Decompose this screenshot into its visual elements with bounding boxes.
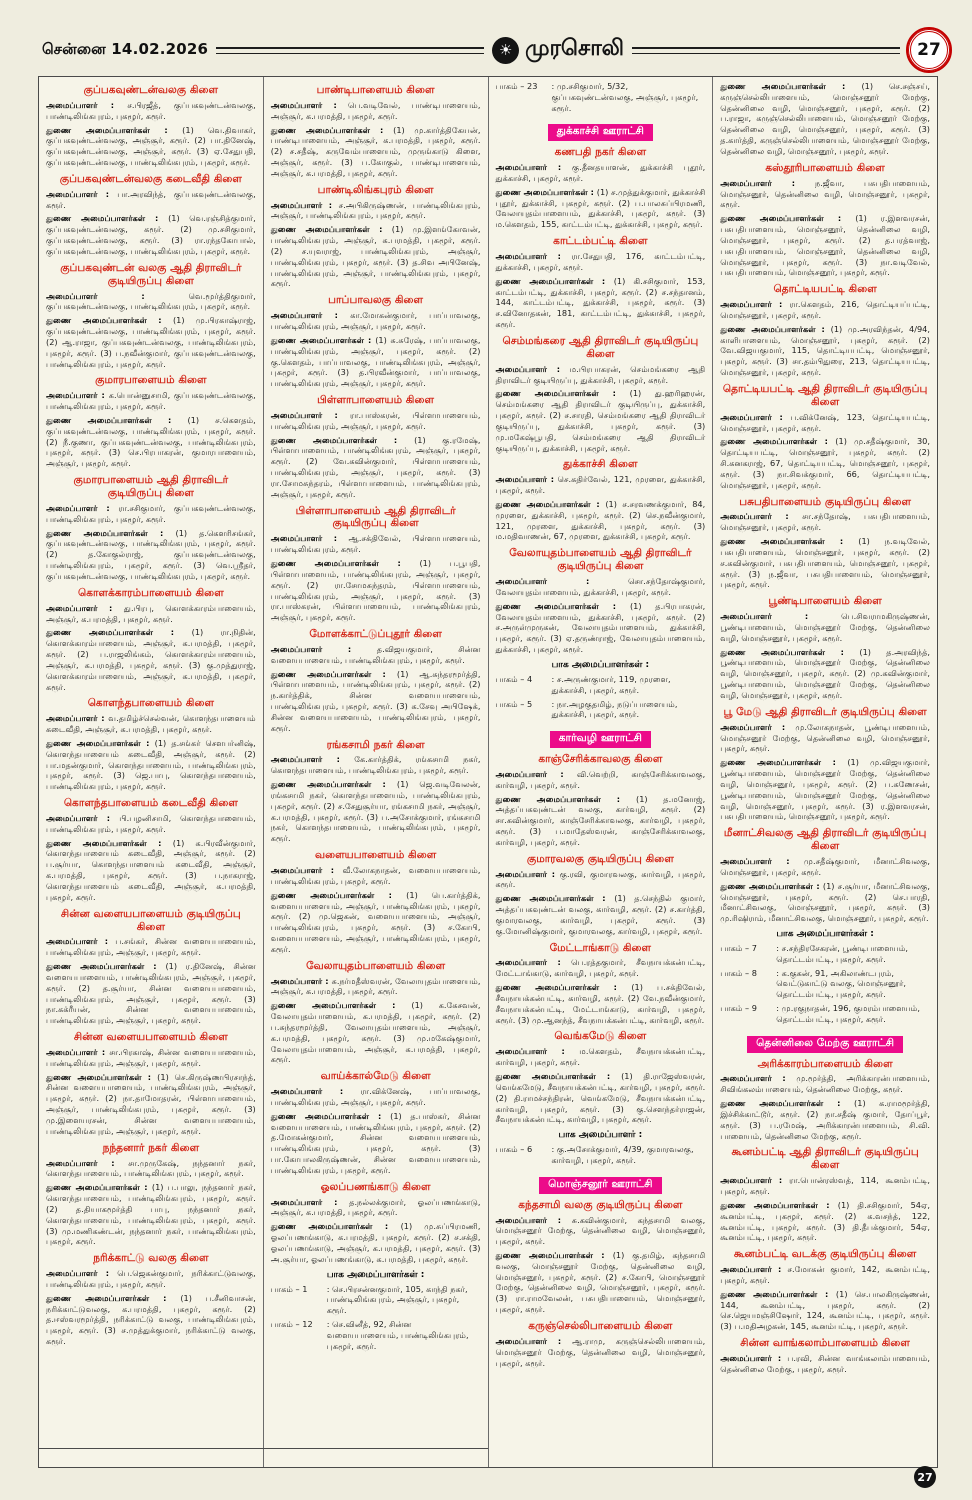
organiser-para: அமைப்பாளர் : ப.ரவி, சின்ன வாங்கலாம்பாளையம், தென்னிலை மேற்கு, புகழூர், கரூர். — [720, 1353, 930, 1374]
organiser-para: அமைப்பாளர் : பெ.ஜெகன்குமார், நரிக்காட்டுவலகு, பாண்டிலிங்கபுரம், புகழூர், கரூர். — [46, 1268, 256, 1289]
deputy-organisers-para: துணை அமைப்பாளர்கள் : (1) ந.வடிவேல், பசுபதிபாளையம், மொஞ்சனூர், புகழூர், கரூர். (2) ச.கவின்குமார், பசுபதிபாளையம், மொஞ்சனூர், புகழூர், கரூர். (3) ந.ஜீவா, பசுபதிபாளையம், மொஞ்சனூர், புகழூர், கரூர். — [720, 536, 930, 590]
masthead — [492, 36, 624, 64]
part-number: பாகம் – 23 — [495, 81, 538, 91]
part-organiser-row — [271, 1319, 481, 1351]
section-heading: கொளக்காரம்பாளையம் கிளை — [77, 586, 224, 599]
field-label: அமைப்பாளர் : — [495, 474, 558, 485]
organiser-para: அமைப்பாளர் : க.பொன்னுசாமி, குப்பகவுண்டன்வலகு, பாண்டிலிங்கபுரம், புகழூர், கரூர். — [46, 390, 256, 412]
part-organiser-detail: : மு.ரகுநாதன், 196, குமரம்பாளையம், தொட்டம்பட்டி, புகழூர், கரூர். — [776, 1003, 920, 1024]
deputy-organisers-para: துணை அமைப்பாளர்கள் : (1) மு.பிரகாஷ்ராஜ், குப்பகவுண்டன்வலகு, பாண்டிலிங்கபுரம், புகழூர், கரூர். (2) ஆ.ராஜா, குப்பகவுண்டன்வலகு, பாண்டிலிங்கபுரம், புகழூர், கரூர். (3) ப.நவீன்குமார், குப்பகவுண்டன்வலகு, பாண்டிலிங்கபுரம், புகழூர், கரூர். — [46, 315, 256, 369]
field-label: அமைப்பாளர் : — [495, 957, 572, 968]
field-label: துணை அமைப்பாளர்கள் : — [720, 436, 836, 447]
deputy-organisers-para: துணை அமைப்பாளர்கள் : (1) த.பாஸ்கர், சின்ன வளையபாளையம், பாண்டிலிங்கபுரம், புகழூர், கரூர். (2) த.மோகன்குமார், சின்ன வளையபாளையம், பாண்டிலிங்கபுரம், புகழூர், கரூர். (3) பா.கோபாலகிருஷ்ணன், சின்ன வளையபாளையம், பாண்டிலிங்கபுரம், புகழூர், கரூர். — [270, 1110, 481, 1175]
deputy-organisers-para: துணை அமைப்பாளர்கள் : (1) சு.சுரேஷ், பாப்பாவலகு, பாண்டிலிங்கபுரம், அஞ்சூர், புகழூர், கரூர். (2) கு.கௌதம், பாப்பாவலகு, பாண்டிலிங்கபுரம், அஞ்சூர், புகழூர், கரூர். (3) த.பிரவீன்குமார், பாப்பாவலகு, பாண்டிலிங்கபுரம், அஞ்சூர், புகழூர், கரூர். — [270, 334, 481, 389]
part-number: பாகம் – 9 — [720, 1003, 757, 1014]
deputy-organisers-para: துணை அமைப்பாளர்கள் : (1) செ.சஞ்சய், கருஞ்செல்லிபாளையம், மொஞ்சனூர் மேற்கு, தென்னிலை வழி, மொஞ்சனூர், புகழூர், கரூர். (2) ப.ராஜா, கருஞ்செல்லிபாளையம், மொஞ்சனூர் மேற்கு, தென்னிலை வழி, மொஞ்சனூர், புகழூர், கரூர். (3) த.கார்த்தி, கருஞ்செல்லிபாளையம், மொஞ்சனூர் மேற்கு, தென்னிலை வழி, மொஞ்சனூர், புகழூர், கரூர். — [720, 81, 930, 156]
deputy-organisers-para: துணை அமைப்பாளர்கள் : (1) மு.கார்த்திகேயன், பாண்டிபாளையம், அஞ்சூர், க.பரமத்தி, புகழூர், கரூர். (2) ச.சதீஷ், கருவேம்பாளையம், முருங்காடு கிளை, அஞ்சூர், கரூர். (3) ப.கோகுல், பாண்டிபாளையம், அஞ்சூர், க.பரமத்தி, புகழூர், கரூர். — [270, 124, 481, 178]
deputy-organisers-para: துணை அமைப்பாளர்கள் : (1) மு.விஜயகுமார், பூண்டிபாளையம், மொஞ்சனூர் மேற்கு, தென்னிலை வழி, மொஞ்சனூர், புகழூர், கரூர். (2) ப.கணேசன், பூண்டிபாளையம், மொஞ்சனூர் மேற்கு, தென்னிலை வழி, மொஞ்சனூர், புகழூர், கரூர். (3) ர.இளவரசன், பசுபதிபாளையம், மொஞ்சனூர், புகழூர், கரூர். — [720, 757, 930, 822]
deputy-organisers-para: துணை அமைப்பாளர்கள் : (1) தி.சசிகுமார், 54ஏ, கூனம்பட்டி, புகழூர், கரூர். (2) க.வசந்த், 122, கூனம்பட்டி, புகழூர், கரூர். (3) தி.தீபக்குமார், 54ஏ, கூனம்பட்டி, புகழூர், கரூர். — [720, 1199, 930, 1243]
field-label: அமைப்பாளர் : — [495, 1214, 572, 1225]
field-label: அமைப்பாளர் : — [270, 1086, 361, 1097]
part-organiser-row — [720, 943, 930, 965]
organiser-para: அமைப்பாளர் : த.விஜயகுமார், சின்ன வளையபாளையம், பாண்டிலிங்கபுரம், புகழூர், கரூர். — [270, 643, 481, 665]
organiser-para: அமைப்பாளர் : ரா.பாஸ்கரன், பிள்ளாபாளையம், பாண்டிலிங்கபுரம், அஞ்சூர், புகழூர், கரூர். — [270, 409, 481, 431]
deputy-organisers-para: துணை அமைப்பாளர்கள் : (1) பெ.கார்த்திக், வளையபாளையம், அஞ்சூர், பாண்டிலிங்கபுரம், புகழூர், கரூர். (2) மு.ஜெகன், வளையபாளையம், அஞ்சூர், பாண்டிலிங்கபுரம், புகழூர், கரூர். (3) ச.கோபி, வளையபாளையம், அஞ்சூர், பாண்டிலிங்கபுரம், புகழூர், கரூர். — [270, 889, 481, 954]
part-organiser-row — [496, 674, 706, 696]
part-organiser-row — [496, 1144, 706, 1166]
deputy-organisers-para: துணை அமைப்பாளர்கள் : (1) து.ஹரிஹரன், செம்மங்கரை ஆதி திராவிடர் குடியிருப்பு, துக்காச்சி, புகழூர், கரூர். (2) ச.சாரதி, செம்மங்கரை ஆதி திராவிடர் குடியிருப்பு, துக்காச்சி, புகழூர், கரூர். (3) மு.மகேஷ்பூபதி, செம்மங்கரை ஆதி திராவிடர் குடியிருப்பு, துக்காச்சி, புகழூர், கரூர். — [495, 388, 706, 453]
deputy-organisers-para: துணை அமைப்பாளர்கள் : (1) மு.சுப்பிரமணி, ஓலப்பணங்காடு, க.பரமத்தி, புகழூர், கரூர். (2) ச.சக்தி, ஓலப்பணங்காடு, அஞ்சூர், க.பரமத்தி, புகழூர், கரூர். (3) அ.சூர்யா, ஓலப்பணங்காடு, க.பரமத்தி, புகழூர், கரூர். — [270, 1221, 481, 1264]
field-label: அமைப்பாளர் : — [495, 1335, 573, 1346]
section-heading: வேலாயுதம்பாளையம் கிளை — [306, 959, 446, 972]
deputy-organisers-para: துணை அமைப்பாளர்கள் : (1) கு.ரமேஷ், பிள்ளாபாளையம், பாண்டிலிங்கபுரம், அஞ்சூர், புகழூர், கரூர். (2) வே.கவின்குமார், பிள்ளாபாளையம், பாண்டிலிங்கபுரம், அஞ்சூர், புகழூர், கரூர். (3) ரா.சோமசுந்தரம், பிள்ளாபாளையம், பாண்டிலிங்கபுரம், அஞ்சூர், புகழூர், கரூர். — [270, 434, 481, 499]
field-label: துணை அமைப்பாளர்கள் : — [495, 893, 615, 904]
organiser-para: அமைப்பாளர் : ரா.கௌதம், 216, தொட்டியப்பட்டி, மொஞ்சனூர், புகழூர், கரூர். — [720, 299, 930, 320]
part-number: பாகம் – 5 — [495, 698, 533, 709]
deputy-organisers-para: துணை அமைப்பாளர்கள் : (1) ச.முத்துக்குமார், துக்காச்சி புதூர், துக்காச்சி, புகழூர், கரூர். (2) ப.பாலசுப்பிரமணி, வேலாயுதம்பாளையம், துக்காச்சி, புகழூர், கரூர். (3) ம.கௌதம், 155, காட்டம்பட்டி, துக்காச்சி, புகழூர், கரூர். — [495, 186, 706, 230]
organiser-para: அமைப்பாளர் : பி.பழனிசாமி, கொளந்தபாளையம், பாண்டிலிங்கபுரம், புகழூர், கரூர். — [46, 812, 256, 834]
section-heading: காஞ்சேரிக்காவலகு கிளை — [538, 752, 663, 765]
field-label: அமைப்பாளர் : — [46, 936, 116, 947]
field-label: அமைப்பாளர் : — [46, 602, 124, 613]
field-label: அமைப்பாளர் : — [720, 511, 803, 522]
organiser-para: அமைப்பாளர் : பெ.ரத்தகுமார், சீவநாயக்கன்பட்டி, மேட்டாங்காடு, கார்வழி, புகழூர், கரூர். — [495, 957, 706, 979]
deputy-organisers-para: துணை அமைப்பாளர்கள் : (1) ச.கௌதம், குப்பகவுண்டன்வலகு, பாண்டிலிங்கபுரம், புகழூர், கரூர். (2) நீ.குணா, குப்பகவுண்டன்வலகு, பாண்டிலிங்கபுரம், புகழூர், கரூர். (3) செ.பிரபாகரன், குமாரபாளையம், அஞ்சூர், புகழூர், கரூர். — [46, 415, 256, 469]
field-label: துணை அமைப்பாளர்கள் : — [495, 1071, 622, 1082]
organiser-para: அமைப்பாளர் : மு.மூர்த்தி, அரிக்காரன்பாளையம், சிவிங்கலம்பாளையம், தென்னிலை மேற்கு, கரூர். — [720, 1073, 930, 1095]
deputy-organisers-para: துணை அமைப்பாளர்கள் : (1) க.கேசவன், வேலாயுதம்பாளையம், க.பரமத்தி, புகழூர், கரூர். (2) ப.சுந்தரமூர்த்தி, வேலாயுதம்பாளையம், அஞ்சூர், க.பரமத்தி, புகழூர், கரூர். (3) மு.மகேஷ்குமார், வேலாயுதம்பாளையம், அஞ்சூர், க.பரமத்தி, புகழூர், கரூர். — [270, 1000, 481, 1065]
field-label: துணை அமைப்பாளர்கள் : — [720, 757, 848, 768]
column-3 — [489, 77, 714, 1467]
part-number: பாகம் – 7 — [720, 942, 757, 953]
deputy-organisers-para: துணை அமைப்பாளர்கள் : (1) த.செந்தில் குமார், அத்தப்பகவுண்டன் வலகு, கார்வழி, கரூர். (2) ச.கார்த்தி, குமாரவலகு, கார்வழி, புகழூர், கரூர். (3) கு.மோனிஷ்குமார், குமாரவலகு, கார்வழி, புகழூர், கரூர். — [495, 893, 706, 936]
field-label: துணை அமைப்பாளர்கள் : — [495, 388, 630, 399]
field-label: அமைப்பாளர் : — [495, 576, 629, 587]
field-label: அமைப்பாளர் : — [495, 1046, 580, 1057]
field-label: துணை அமைப்பாளர்கள் : — [495, 275, 614, 286]
part-number: பாகம் – 8 — [720, 967, 757, 978]
field-label: அமைப்பாளர் : — [720, 299, 790, 310]
field-label: துணை அமைப்பாளர்கள் : — [46, 527, 176, 538]
deputy-organisers-para: துணை அமைப்பாளர்கள் : (1) செ.கிருஷ்ணபிரசாந்த், சின்ன வளையபாளையம், பாண்டிலிங்கபுரம், அஞ்சூர், புகழூர், கரூர். (2) நா.தாமோதரன், பிள்ளாபாளையம், அஞ்சூர், பாண்டிலிங்கபுரம், புகழூர், கரூர். (3) மு.இளையரசன், சின்ன வளையபாளையம், பாண்டிலிங்கபுரம், அஞ்சூர், புகழூர், கரூர். — [46, 1071, 256, 1136]
field-label: துணை அமைப்பாளர்கள் : — [720, 323, 831, 334]
field-label: துணை அமைப்பாளர்கள் : — [495, 498, 606, 509]
field-label: அமைப்பாளர் : — [270, 1196, 350, 1207]
deputy-organisers-para: துணை அமைப்பாளர்கள் : (1) ப.பாலு, நந்தனார் நகர், கொளந்தபாளையம், பாண்டிலிங்கபுரம், புகழூர், கரூர். (2) த.தியாகமூர்த்தி பாபு, நந்தனார் நகர், கொளந்தபாளையம், பாண்டிலிங்கபுரம், புகழூர், கரூர். (3) மு.மணிகண்டன், நந்தனார் நகர், பாண்டிலிங்கபுரம், புகழூர், கரூர். — [46, 1182, 256, 1247]
field-label: அமைப்பாளர் : — [720, 1175, 790, 1186]
section-heading: பூ மேடு ஆதி திராவிடர் குடியிருப்பு கிளை — [723, 705, 927, 718]
field-label: அமைப்பாளர் : — [270, 310, 351, 321]
organiser-para: அமைப்பாளர் : வ.தமிழ்ச்செல்வன், கொளந்தபாளையம் கடைவீதி, அஞ்சூர், க.பரமத்தி, புகழூர், கரூர். — [46, 713, 256, 735]
section-heading: ரங்கசாமி நகர் கிளை — [326, 738, 425, 751]
section-heading: செம்மங்கரை ஆதி திராவிடர் குடியிருப்பு கிளை — [502, 334, 699, 360]
panchayat-heading-wrap — [720, 1031, 930, 1053]
deputy-organisers-para: துணை அமைப்பாளர்கள் : (1) ரா.நிதின், கொளக்காரம்பாளையம், அஞ்சூர், க.பரமத்தி, புகழூர், கரூர். (2) ப.ராஜலிங்கம், கொளக்காரம்பாளையம், அஞ்சூர், க.பரமத்தி, புகழூர், கரூர். (3) கு.முத்துராஜ், கொளக்காரம்பாளையம், அஞ்சூர், க.பரமத்தி, புகழூர், கரூர். — [46, 627, 256, 692]
organiser-para: அமைப்பாளர் : பா.அரவிந்த், குப்பகவுண்டன்வலகு, கரூர். — [46, 188, 256, 210]
section-heading: குப்பகவுண்டன்வலகு கடைவீதி கிளை — [59, 172, 242, 185]
panchayat-heading-wrap — [496, 726, 706, 748]
part-organiser-detail: : மு.சசிகுமார், 5/32, குப்பகவுண்டன்வலகு, அஞ்சூர், புகழூர், கரூர். — [551, 81, 699, 113]
column-4 — [713, 77, 937, 1467]
field-label: அமைப்பாளர் : — [270, 975, 332, 986]
field-label: துணை அமைப்பாளர்கள் : — [46, 415, 188, 425]
field-label: அமைப்பாளர் : — [46, 812, 120, 823]
part-number: பாகம் – 4 — [495, 673, 533, 684]
section-heading: நந்தனார் நகர் கிளை — [102, 1141, 200, 1154]
organiser-para: அமைப்பாளர் : ப.விக்னேஷ், 123, தொட்டியபட்டி, மொஞ்சனூர், புகழூர், கரூர். — [720, 411, 930, 433]
section-heading: நரிக்காட்டு வலகு கிளை — [93, 1252, 209, 1265]
deputy-organisers-para: துணை அமைப்பாளர்கள் : (1) க.பிரவீன்குமார், கொளந்தபாளையம் கடைவீதி, அஞ்சூர், கரூர். (2) ப.சூர்யா, கொளந்தபாளையம் கடைவீதி, அஞ்சூர், க.பரமத்தி, புகழூர், கரூர். (3) ப.நாகராஜ், கொளந்தபாளையம் கடைவீதி, அஞ்சூர், க.பரமத்தி, புகழூர், கரூர். — [46, 837, 256, 902]
field-label: துணை அமைப்பாளர்கள் : — [46, 1292, 181, 1303]
field-label: அமைப்பாளர் : — [495, 363, 570, 374]
header-rule-right — [632, 47, 900, 54]
panchayat-heading-wrap — [496, 119, 706, 141]
section-heading: கணபதி நகர் கிளை — [554, 146, 647, 159]
organiser-para: அமைப்பாளர் : செ.கதிர்வேல், 121, முரளை, துக்காச்சி, புகழூர், கரூர். — [495, 474, 706, 496]
section-heading: கொளந்தபாளையம் கிளை — [87, 697, 215, 710]
part-organisers-heading: பாக அமைப்பாளர்கள் : — [551, 659, 650, 670]
field-label: அமைப்பாளர் : — [270, 754, 355, 765]
field-label: அமைப்பாளர் : — [46, 1046, 110, 1057]
deputy-organisers-para: துணை அமைப்பாளர்கள் : (1) ப.சீனிவாசன், நரிக்காட்டுவலகு, க.பரமத்தி, புகழூர், கரூர். (2) த.ஈஸ்வரமூர்த்தி, நரிக்காட்டு வலகு, பாண்டிலிங்கபுரம், புகழூர், கரூர். (3) ச.முத்துக்குமார், நரிக்காட்டு வலகு, கரூர். — [46, 1292, 256, 1347]
organiser-para: அமைப்பாளர் : மு.லோகநாதன், பூண்டிபாளையம், மொஞ்சனூர் மேற்கு, தென்னிலை வழி, மொஞ்சனூர், புகழூர், கரூர். — [720, 721, 930, 754]
field-label: துணை அமைப்பாளர்கள் : — [495, 600, 630, 611]
section-heading: கஸ்தூரிபாளையம் கிளை — [765, 161, 885, 174]
deputy-organisers-para: துணை அமைப்பாளர்கள் : (1) த.பிரபாகரன், வேலாயுதம்பாளையம், துக்காச்சி, புகழூர், கரூர். (2) ச.அருள்முருகன், வேலாயுதம்பாளையம், துக்காச்சி, புகழூர், கரூர். (3) ஏ.தருண்ராஜ், வேலாயுதம்பாளையம், துக்காச்சி, புகழூர், கரூர். — [495, 600, 706, 655]
field-label: துணை அமைப்பாளர்கள் : — [46, 1182, 152, 1193]
column-1 — [39, 77, 264, 1467]
edition-date: சென்னை 14.02.2026 — [42, 40, 209, 58]
organiser-para: அமைப்பாளர் : பெ.வடிவேல், பாண்டிபாளையம், அஞ்சூர், க.பரமத்தி, புகழூர், கரூர். — [270, 99, 481, 121]
field-label: துணை அமைப்பாளர்கள் : — [270, 889, 407, 900]
organiser-para: அமைப்பாளர் : ம.பிரபாகரன், செம்மங்கரை ஆதி திராவிடர் குடியிருப்பு, துக்காச்சி, புகழூர், கரூர். — [495, 363, 706, 385]
panchayat-heading: துக்காச்சி ஊராட்சி — [548, 124, 653, 141]
part-organisers-heading: பாக அமைப்பாளர்கள் : — [776, 928, 874, 939]
part-organiser-row — [496, 699, 706, 721]
field-label: துணை அமைப்பாளர்கள் : — [46, 124, 183, 135]
deputy-organisers-para: துணை அமைப்பாளர்கள் : (1) ர.இளவரசன், பசுபதிபாளையம், மொஞ்சனூர், தென்னிலை வழி, மொஞ்சனூர், புகழூர், கரூர். (2) த.பரத்வாஜ், பசுபதிபாளையம், மொஞ்சனூர், தென்னிலை வழி, மொஞ்சனூர், புகழூர், கரூர். (3) நா.வடிவேல், பசுபதிபாளையம், மொஞ்சனூர், புகழூர், கரூர். — [720, 213, 930, 278]
organiser-para: அமைப்பாளர் : ச.பிரஜீத், குப்பகவுண்டன்வலகு, பாண்டிலிங்கபுரம், புகழூர், கரூர். — [46, 99, 256, 121]
section-heading: சின்ன வளையபாளையம் கிளை — [73, 1031, 228, 1044]
field-label: துணை அமைப்பாளர்கள் : — [270, 558, 420, 569]
panchayat-heading: கார்வழி ஊராட்சி — [550, 731, 651, 748]
field-label: துணை அமைப்பாளர்கள் : — [270, 1221, 401, 1232]
field-label: அமைப்பாளர் : — [46, 390, 109, 401]
field-label: அமைப்பாளர் : — [495, 162, 572, 173]
field-label: துணை அமைப்பாளர்கள் : — [720, 81, 862, 91]
field-label: துணை அமைப்பாளர்கள் : — [46, 837, 173, 848]
part-organiser-row — [720, 968, 930, 1000]
field-label: துணை அமைப்பாளர்கள் : — [270, 334, 376, 345]
organiser-para: அமைப்பாளர் : சொ.சந்தோஷ்குமார், வேலாயுதம்பாளையம், துக்காச்சி, புகழூர், கரூர். — [495, 576, 706, 597]
section-heading: குமாரவலகு குடியிருப்பு கிளை — [526, 852, 674, 865]
section-heading: சின்ன வளையபாளையம் குடியிருப்பு கிளை — [60, 907, 241, 933]
organiser-para: அமைப்பாளர் : சா.சந்தோஷ், பசுபதிபாளையம், மொஞ்சனூர், புகழூர், கரூர். — [720, 511, 930, 533]
section-heading: ஓலப்பணங்காடு கிளை — [320, 1180, 431, 1193]
part-organisers-heading: பாக அமைப்பாளர் : — [558, 1130, 643, 1141]
field-label: துணை அமைப்பாளர்கள் : — [46, 315, 173, 326]
organiser-para: அமைப்பாளர் : ந.ஜீவா, பசுபதிபாளையம், மொஞ்சனூர், தென்னிலை வழி, மொஞ்சனூர், புகழூர், கரூர். — [720, 177, 930, 210]
organiser-para: அமைப்பாளர் : கா.மோகன்குமார், பாப்பாவலகு, பாண்டிலிங்கபுரம், அஞ்சூர், புகழூர், கரூர். — [270, 310, 481, 332]
field-label: அமைப்பாளர் : — [720, 1353, 788, 1364]
part-organiser-detail: : செ.வினீத், 92, சின்ன வளையபாளையம், பாண்டிலிங்கபுரம், புகழூர், கரூர். — [326, 1319, 469, 1351]
field-label: அமைப்பாளர் : — [495, 251, 572, 262]
section-heading: துக்காச்சி கிளை — [563, 458, 638, 471]
field-label: அமைப்பாளர் : — [270, 99, 349, 110]
organiser-para: அமைப்பாளர் : ஆ.ராமு, கருஞ்செல்லிபாளையம், மொஞ்சனூர் மேற்கு, தென்னிலை வழி, மொஞ்சனூர், புகழூர், கரூர். — [495, 1335, 706, 1368]
field-label: துணை அமைப்பாளர்கள் : — [495, 186, 597, 197]
deputy-organisers-para: துணை அமைப்பாளர்கள் : (1) ப.பூபதி, பிள்ளாபாளையம், பாண்டிலிங்கபுரம், அஞ்சூர், புகழூர், கரூர். (2) ரா.சோமசுந்தரம், பிள்ளாபாளையம், பாண்டிலிங்கபுரம், அஞ்சூர், புகழூர், கரூர். (3) ரா.பாஸ்கரன், பிள்ளாபாளையம், பாண்டிலிங்கபுரம், அஞ்சூர், புகழூர், கரூர். — [270, 558, 481, 623]
page-header — [42, 30, 950, 70]
part-organisers-heading: பாக அமைப்பாளர்கள் : — [326, 1269, 425, 1280]
section-heading: சின்ன வாங்கலாம்பாளையம் கிளை — [740, 1337, 910, 1350]
part-organiser-detail: : ச.அருண்குமார், 119, முரளை, துக்காச்சி, புகழூர், கரூர். — [551, 673, 671, 695]
section-heading: கொளந்தபாளையம் கடைவீதி கிளை — [63, 797, 238, 810]
field-label: அமைப்பாளர் : — [270, 865, 343, 876]
organiser-para: அமைப்பாளர் : ரா.பொன்ரஸ்வத், 114, கூனம்பட்டி, புகழூர், கரூர். — [720, 1175, 930, 1197]
deputy-organisers-para: துணை அமைப்பாளர்கள் : (1) ப.சக்திவேல், சீவநாயக்கன்பட்டி, கார்வழி, கரூர். (2) வே.நவீன்குமார், சீவநாயக்கன்பட்டி, மேட்டாங்காடு, கார்வழி, புகழூர், கரூர். (3) மு.ஆனந்த், சீவநாயக்கன்பட்டி, கார்வழி, கரூர். — [495, 982, 706, 1025]
field-label: அமைப்பாளர் : — [495, 768, 578, 779]
field-label: துணை அமைப்பாளர்கள் : — [720, 1098, 855, 1109]
deputy-organisers-para: துணை அமைப்பாளர்கள் : (1) ச.சரவணக்குமார், 84, முரளை, துக்காச்சி, புகழூர், கரூர். (2) செ.நவீன்குமார், 121, முரளை, துக்காச்சி, புகழூர், கரூர். (3) ம.மதிவாணன், 67, முரளை, துக்காச்சி, புகழூர், கரூர். — [495, 498, 706, 542]
section-heading: மேட்டாங்காடு கிளை — [549, 941, 652, 954]
field-label: துணை அமைப்பாளர்கள் : — [270, 224, 392, 235]
panchayat-heading-wrap — [496, 1172, 706, 1194]
deputy-organisers-para: துணை அமைப்பாளர்கள் : (1) த.மனோஜ், அத்தப்பகவுண்டன் வலகு, கார்வழி, கரூர். (2) சா.கவின்குமார், காஞ்சேரிக்காவலகு, கார்வழி, புகழூர், கரூர். (3) ப.மாதேஸ்வரன், காஞ்சேரிக்காவலகு, கார்வழி, புகழூர், கரூர். — [495, 793, 706, 847]
field-label: அமைப்பாளர் : — [720, 721, 796, 732]
field-label: துணை அமைப்பாளர்கள் : — [720, 1199, 838, 1210]
field-label: துணை அமைப்பாளர்கள் : — [46, 737, 155, 748]
organiser-para: அமைப்பாளர் : ச.அபிகிருஷ்ணன், பாண்டிலிங்கபுரம், அஞ்சூர், பாண்டிலிங்கபுரம், புகழூர், கரூர். — [270, 199, 481, 221]
panchayat-heading: தென்னிலை மேற்கு ஊராட்சி — [747, 1036, 903, 1053]
deputy-organisers-para: துணை அமைப்பாளர்கள் : (1) ச.சூர்யா, மீனாட்சிவலகு, மொஞ்சனூர், புகழூர், கரூர். (2) செ.பாரதி, மீனாட்சிவலகு, மொஞ்சனூர், புகழூர், கரூர். (3) மு.ரிஷிராம், மீனாட்சிவலகு, மொஞ்சனூர், புகழூர், கரூர். — [720, 880, 930, 924]
organiser-para: அமைப்பாளர் : த.நல்லக்குமார், ஓலப்பணங்காடு, அஞ்சூர், க.பரமத்தி, புகழூர், கரூர். — [270, 1196, 481, 1218]
section-heading: குப்பகவுண்டன்வலகு கிளை — [83, 84, 219, 96]
organiser-para: அமைப்பாளர் : பெ.சிவராமகிருஷ்ணன், பூண்டிபாளையம், மொஞ்சனூர் மேற்கு, தென்னிலை வழி, மொஞ்சனூர், புகழூர், கரூர். — [720, 611, 930, 643]
field-label: அமைப்பாளர் : — [46, 713, 109, 724]
deputy-organisers-para: துணை அமைப்பாளர்கள் : (1) தி.ராஜேஸ்வரன், வெங்கமேடு, சீவநாயக்கன்பட்டி, கார்வழி, புகழூர், கரூர். (2) தி.ராமச்சந்திரன், வெங்கமேடு, சீவநாயக்கன்பட்டி, கார்வழி, புகழூர், கரூர். (3) கு.சௌந்தர்ராஜன், சீவநாயக்கன்பட்டி, கார்வழி, புகழூர், கரூர். — [495, 1071, 706, 1125]
organiser-para: அமைப்பாளர் : கு.தீனதயாளன், துக்காச்சி புதூர், துக்காச்சி, புகழூர், கரூர். — [495, 162, 706, 183]
organiser-para: அமைப்பாளர் : ப.சங்கர், சின்ன வளையபாளையம், பாண்டிலிங்கபுரம், அஞ்சூர், புகழூர், கரூர். — [46, 936, 256, 958]
organiser-para: அமைப்பாளர் : வீ.லோகநாதன், வளையபாளையம், பாண்டிலிங்கபுரம், புகழூர், கரூர். — [270, 865, 481, 886]
section-heading: தொட்டியபட்டி கிளை — [773, 283, 877, 296]
field-label: துணை அமைப்பாளர்கள் : — [270, 124, 394, 135]
section-heading: மோளக்காட்டுப்புதூர் கிளை — [309, 628, 442, 640]
field-label: துணை அமைப்பாளர்கள் : — [270, 1110, 391, 1121]
field-label: துணை அமைப்பாளர்கள் : — [270, 1000, 412, 1011]
field-label: அமைப்பாளர் : — [720, 611, 842, 622]
organiser-para: அமைப்பாளர் : சா.முருகேஷ், நந்தனார் நகர், கொளந்தபாளையம், பாண்டிலிங்கபுரம், புகழூர், கரூர். — [46, 1157, 256, 1179]
part-organiser-detail: : நா.அழகுதமிழ், நடுப்பாளையம், துக்காச்சி, புகழூர், கரூர். — [551, 698, 678, 720]
organiser-para: அமைப்பாளர் : ரா.விக்னேஷ், பாப்பாவலகு, பாண்டிலிங்கபுரம், அஞ்சூர், புகழூர், கரூர். — [270, 1086, 481, 1107]
section-heading: பசுபதிபாளையம் குடியிருப்பு கிளை — [739, 495, 912, 508]
deputy-organisers-para: துணை அமைப்பாளர்கள் : (1) ஆ.சுந்தரமூர்த்தி, பிள்ளாபாளையம், பாண்டிலிங்கபுரம், புகழூர், கரூர். (2) ந.கார்த்திக், சின்ன வளையபாளையம், பாண்டிலிங்கபுரம், புகழூர், கரூர். (3) க.சேவு அபிஷேக், சின்ன வளையபாளையம், பாண்டிலிங்கபுரம், புகழூர், கரூர். — [270, 668, 481, 733]
section-heading: குமாரபாளையம் ஆதி திராவிடர் குடியிருப்பு கிளை — [73, 474, 229, 500]
field-label: துணை அமைப்பாளர்கள் : — [46, 213, 169, 224]
field-label: துணை அமைப்பாளர்கள் : — [46, 1071, 158, 1082]
columns-bottom-rule — [38, 1448, 488, 1449]
field-label: அமைப்பாளர் : — [270, 533, 349, 544]
part-number: பாகம் – 1 — [270, 1283, 308, 1294]
field-label: அமைப்பாளர் : — [495, 868, 560, 879]
deputy-organisers-para: துணை அமைப்பாளர்கள் : (1) வெ.திவாகர், குப்பகவுண்டன்வலகு, அஞ்சூர், கரூர். (2) பா.தினேஷ், குப்பகவுண்டன்வலகு, அஞ்சூர், கரூர். (3) ஏ.சேதுபதி, குப்பகவுண்டன்வலகு, பாண்டிலிங்கபுரம், புகழூர், கரூர். — [46, 124, 256, 168]
panchayat-heading: மொஞ்சனூர் ஊராட்சி — [539, 1177, 661, 1194]
section-heading: மீனாட்சிவலகு ஆதி திராவிடர் குடியிருப்பு கிளை — [723, 827, 927, 853]
page-number-badge: 27 — [908, 29, 950, 71]
field-label: அமைப்பாளர் : — [46, 290, 189, 301]
field-label: துணை அமைப்பாளர்கள் : — [46, 961, 166, 972]
section-heading: அரிக்காரம்பாளையம் கிளை — [757, 1057, 893, 1070]
organiser-para: அமைப்பாளர் : மு.சதீஷ்குமார், மீனாட்சிவலகு, மொஞ்சனூர், புகழூர், கரூர். — [720, 856, 930, 877]
part-organiser-detail: : ச.சந்திரசேகரன், பூண்டிபாளையம், தொட்டம்பட்டி, புகழூர், கரூர். — [776, 942, 909, 964]
section-heading: பாண்டிபாளையம் கிளை — [316, 84, 435, 96]
deputy-organisers-para: துணை அமைப்பாளர்கள் : (1) த.அரவிந்த், பூண்டிபாளையம், மொஞ்சனூர் மேற்கு, தென்னிலை வழி, மொஞ்சனூர், புகழூர், கரூர். (2) மு.கவின்குமார், பூண்டிபாளையம், மொஞ்சனூர் மேற்கு, தென்னிலை வழி, மொஞ்சனூர், புகழூர், கரூர். — [720, 646, 930, 700]
field-label: அமைப்பாளர் : — [46, 188, 118, 199]
field-label: துணை அமைப்பாளர்கள் : — [270, 779, 397, 790]
field-label: அமைப்பாளர் : — [720, 411, 791, 422]
field-label: துணை அமைப்பாளர்கள் : — [720, 1288, 836, 1299]
section-heading: பிள்ளாபாளையம் ஆதி திராவிடர் குடியிருப்பு கிளை — [295, 504, 456, 530]
field-label: அமைப்பாளர் : — [270, 643, 377, 654]
field-label: அமைப்பாளர் : — [46, 1157, 129, 1168]
deputy-organisers-para: துணை அமைப்பாளர்கள் : (1) மு.அரவிந்தன், 4/94, காளிபாளையம், மொஞ்சனூர், புகழூர், கரூர். (2) வே.விஜயகுமார், 115, தொட்டியபட்டி, மொஞ்சனூர், புகழூர், கரூர். (3) சா.தம்பிதுரை, 213, தொட்டியபட்டி, மொஞ்சனூர், புகழூர், கரூர். — [720, 323, 930, 378]
organiser-para: அமைப்பாளர் : ம.கௌதம், சீவநாயக்கன்பட்டி, கார்வழி, புகழூர், கரூர். — [495, 1046, 706, 1068]
field-label: துணை அமைப்பாளர்கள் : — [720, 213, 856, 224]
field-label: அமைப்பாளர் : — [720, 1073, 797, 1084]
field-label: அமைப்பாளர் : — [720, 177, 815, 188]
masthead-title: முரசொலி — [525, 36, 625, 61]
section-heading: வாய்க்கால்மேடு கிளை — [320, 1070, 431, 1083]
section-heading: கூனம்பட்டி வடக்கு குடியிருப்பு கிளை — [733, 1248, 917, 1261]
organiser-para: அமைப்பாளர் : வி.வெற்றி, காஞ்சேரிக்காவலகு, கார்வழி, புகழூர், கரூர். — [495, 768, 706, 790]
organiser-para: அமைப்பாளர் : ரா.சேதுபதி, 176, காட்டம்பட்டி, துக்காச்சி, புகழூர், கரூர். — [495, 251, 706, 272]
organiser-para: அமைப்பாளர் : கு.ரவி, குமாரவலகு, கார்வழி, புகழூர், கரூர். — [495, 868, 706, 890]
section-heading: தொட்டியபட்டி ஆதி திராவிடர் குடியிருப்பு கிளை — [722, 382, 928, 408]
field-label: துணை அமைப்பாளர்கள் : — [720, 536, 859, 547]
deputy-organisers-para: துணை அமைப்பாளர்கள் : (1) மு.இளங்கோவன், பாண்டிலிங்கபுரம், அஞ்சூர், க.பரமத்தி, புகழூர், கரூர். (2) ச.யுவராஜ், பாண்டிலிங்கபுரம், அஞ்சூர், பாண்டிலிங்கபுரம், புகழூர், கரூர். (3) த.சிவ அபினேஷ், பாண்டிலிங்கபுரம், அஞ்சூர், பாண்டிலிங்கபுரம், புகழூர், கரூர். — [270, 224, 481, 289]
deputy-organisers-para: துணை அமைப்பாளர்கள் : (1) மு.சதீஷ்குமார், 30, தொட்டியபட்டி, மொஞ்சனூர், புகழூர், கரூர். (2) சி.கனகராஜ், 67, தொட்டியபட்டி, மொஞ்சனூர், புகழூர், கரூர். (3) நா.சிவக்குமார், 66, தொட்டியபட்டி, மொஞ்சனூர், புகழூர், கரூர். — [720, 436, 930, 490]
rising-sun-icon: ☀ — [492, 37, 519, 64]
deputy-organisers-para: துணை அமைப்பாளர்கள் : (1) ஜெ.வடிவேலன், ரங்கசாமி நகர், கொளந்தபாளையம், பாண்டிலிங்கபுரம், புகழூர், கரூர். (2) ச.சேதுசூர்யா, ரங்கசாமி நகர், அஞ்சூர், க.பரமத்தி, புகழூர், கரூர். (3) ப.அசோக்குமார், ரங்கசாமி நகர், கொளந்தபாளையம், பாண்டிலிங்கபுரம், புகழூர், கரூர். — [270, 779, 481, 844]
field-label: அமைப்பாளர் : — [270, 199, 339, 210]
section-heading: குமாரபாளையம் கிளை — [95, 374, 207, 387]
header-rule-left — [216, 47, 484, 54]
part-organiser-detail: : க.குகன், 91, அகிலாண்டபுரம், வெட்டுகாட்டு வலகு, மொஞ்சனூர், தொட்டம்பட்டி, புகழூர், கரூர். — [776, 967, 907, 1000]
section-heading: கருஞ்செல்லிபாளையம் கிளை — [528, 1319, 673, 1332]
field-label: அமைப்பாளர் : — [720, 1264, 788, 1275]
deputy-organisers-para: துணை அமைப்பாளர்கள் : (1) த.கௌரிசங்கர், குப்பகவுண்டன்வலகு, பாண்டிலிங்கபுரம், புகழூர், கரூர். (2) த.கோகுல்ராஜ், குப்பகவுண்டன்வலகு, பாண்டிலிங்கபுரம், புகழூர், கரூர். (3) வெ.ஸ்ரீதர், குப்பகவுண்டன்வலகு, பாண்டிலிங்கபுரம், புகழூர், கரூர். — [46, 527, 256, 581]
field-label: துணை அமைப்பாளர்கள் : — [720, 880, 823, 891]
deputy-organisers-para: துணை அமைப்பாளர்கள் : (1) கு.தமிழ், கந்தசாமி வலகு, மொஞ்சனூர் மேற்கு, தென்னிலை வழி, மொஞ்சனூர், புகழூர், கரூர். (2) ச.கோபி, மொஞ்சனூர் மேற்கு, தென்னிலை வழி, மொஞ்சனூர், புகழூர், கரூர். (3) ரா.ராமவேலன், பசுபதிபாளையம், மொஞ்சனூர், புகழூர், கரூர். — [495, 1249, 706, 1315]
organiser-para: அமைப்பாளர் : சு.கவின்குமார், கந்தசாமி வலகு, மொஞ்சனூர் மேற்கு, தென்னிலை வழி, மொஞ்சனூர், புகழூர், கரூர். — [495, 1214, 706, 1247]
field-label: அமைப்பாளர் : — [720, 856, 804, 867]
organiser-para: அமைப்பாளர் : ரா.சசிகுமார், குப்பகவுண்டன்வலகு, பாண்டிலிங்கபுரம், புகழூர், கரூர். — [46, 502, 256, 524]
section-heading: வெங்கமேடு கிளை — [554, 1030, 647, 1043]
organiser-para: அமைப்பாளர் : து.பிரபு, கொளக்காரம்பாளையம், அஞ்சூர், க.பரமத்தி, புகழூர், கரூர். — [46, 602, 256, 624]
field-label: துணை அமைப்பாளர்கள் : — [495, 1249, 613, 1260]
deputy-organisers-para: துணை அமைப்பாளர்கள் : (1) வெ.ரஞ்சித்குமார், குப்பகவுண்டன்வலகு, கரூர். (2) மு.சசிகுமார், குப்பகவுண்டன்வலகு, கரூர். (3) ரா.ரந்தகோபால், குப்பகவுண்டன்வலகு, பாண்டிலிங்கபுரம், புகழூர், கரூர். — [46, 213, 256, 256]
part-organiser-row — [271, 1284, 481, 1316]
part-organiser-row — [720, 1003, 930, 1025]
section-heading: கந்தசாமி வலகு குடியிருப்பு கிளை — [518, 1198, 683, 1211]
section-heading: பாப்பாவலகு கிளை — [328, 294, 424, 307]
field-label: துணை அமைப்பாளர்கள் : — [270, 434, 415, 445]
section-heading: பாண்டிலிங்கபுரம் கிளை — [317, 183, 434, 196]
field-label: துணை அமைப்பாளர்கள் : — [495, 982, 632, 993]
article-body — [38, 76, 938, 1468]
organiser-para: அமைப்பாளர் : சா.பிரகாஷ், சின்ன வளையபாளையம், பாண்டிலிங்கபுரம், அஞ்சூர், புகழூர், கரூர். — [46, 1046, 256, 1068]
organiser-para: அமைப்பாளர் : கே.கார்த்திக், ரங்கசாமி நகர், கொளந்தபாளையம், பாண்டிலிங்கபுரம், புகழூர், கரூர். — [270, 754, 481, 776]
field-label: துணை அமைப்பாளர்கள் : — [270, 668, 397, 679]
section-heading: காட்டம்பட்டி கிளை — [553, 235, 648, 248]
deputy-organisers-para: துணை அமைப்பாளர்கள் : (1) க.ராமமூர்த்தி, இச்சிக்காட்டூர், கரூர். (2) நா.சதீஷ் குமார், தோப்பூர், கரூர். (3) ப.ரமேஷ், அரிக்காரன்பாளையம், சி.வி. பாளையம், தென்னிலை மேற்கு, கரூர். — [720, 1098, 931, 1141]
field-label: துணை அமைப்பாளர்கள் : — [495, 793, 636, 804]
footer-page-number: 27 — [914, 1466, 936, 1488]
field-label: அமைப்பாளர் : — [46, 502, 119, 513]
field-label: துணை அமைப்பாளர்கள் : — [46, 627, 192, 638]
part-organiser-detail: : கு.அசோக்குமார், 4/39, குமாரவலகு, கார்வழி, புகழூர், கரூர். — [551, 1144, 694, 1165]
field-label: அமைப்பாளர் : — [270, 409, 350, 420]
section-heading: பிள்ளாபாளையம் கிளை — [317, 393, 435, 406]
deputy-organisers-para: துணை அமைப்பாளர்கள் : (1) செ.பாலகிருஷ்ணன், 144, கூனம்பட்டி, புகழூர், கரூர். (2) செ.ஜெயமஞ்சிஷோர், 124, கூனம்பட்டி, புகழூர், கரூர். (3) ப.மதிஅழகன், 145, கூனம்பட்டி, புகழூர், கரூர். — [720, 1288, 931, 1332]
deputy-organisers-para: துணை அமைப்பாளர்கள் : (1) ர.தினேஷ், சின்ன வளையபாளையம், பாண்டிலிங்கபுரம், அஞ்சூர், புகழூர், கரூர். (2) த.சூர்யா, சின்ன வளையபாளையம், பாண்டிலிங்கபுரம், அஞ்சூர், புகழூர், கரூர். (3) நா.கக்ரீயன், சின்ன வளையபாளையம், பாண்டிலிங்கபுரம், அஞ்சூர், புகழூர், கரூர். — [46, 961, 256, 1026]
section-heading: குப்பகவுண்டன் வலகு ஆதி திராவிடர் குடியிருப்பு கிளை — [60, 261, 242, 287]
section-heading: பூண்டிபாளையம் கிளை — [768, 595, 882, 608]
field-label: அமைப்பாளர் : — [46, 1268, 118, 1279]
field-label: துணை அமைப்பாளர்கள் : — [720, 646, 860, 657]
part-number: பாகம் – 6 — [495, 1144, 533, 1155]
organiser-para: அமைப்பாளர் : சு.நர்மதீஸ்வரன், வேலாயுதம்பாளையம், அஞ்சூர், க.பரமத்தி, புகழூர், கரூர். — [270, 975, 481, 997]
deputy-organisers-para: துணை அமைப்பாளர்கள் : (1) கி.சசிகுமார், 153, காட்டம்பட்டி, துக்காச்சி, புகழூர், கரூர். (2) ச.சந்தானம், 144, காட்டம்பட்டி, துக்காச்சி, புகழூர், கரூர். (3) ச.வினோதகன், 181, காட்டம்பட்டி, துக்காச்சி, புகழூர், கரூர். — [495, 275, 706, 330]
section-heading: வேலாயுதம்பாளையம் ஆதி திராவிடர் குடியிருப்பு கிளை — [509, 547, 692, 573]
part-organiser-row — [496, 81, 706, 113]
organiser-para: அமைப்பாளர் : ச.மோகன் குமார், 142, கூனம்பட்டி, புகழூர், கரூர். — [720, 1264, 930, 1285]
organiser-para: அமைப்பாளர் : ஆ.சக்திவேல், பிள்ளாபாளையம், பாண்டிலிங்கபுரம், கரூர். — [270, 533, 481, 555]
column-2 — [264, 77, 489, 1467]
part-organiser-detail: : செ.பிரசன்னகுமார், 105, காந்தி நகர், பாண்டிலிங்கபுரம், அஞ்சூர், புகழூர், கரூர். — [326, 1283, 468, 1316]
part-number: பாகம் – 12 — [270, 1319, 313, 1330]
field-label: அமைப்பாளர் : — [46, 99, 128, 110]
section-heading: கூனம்பட்டி ஆதி திராவிடர் குடியிருப்பு கிளை — [731, 1146, 919, 1172]
section-heading: வளையபாளையம் கிளை — [314, 849, 437, 862]
deputy-organisers-para: துணை அமைப்பாளர்கள் : (1) த.சங்கர் சௌபர்னிஷ், கொளந்தபாளையம் கடைவீதி, அஞ்சூர், கரூர். (2) பா.மதன்குமார், கொளந்தபாளையம், பாண்டிலிங்கபுரம், புகழூர், கரூர். (3) ஜெ.பாபு, கொளந்தபாளையம், பாண்டிலிங்கபுரம், புகழூர், கரூர். — [46, 737, 256, 792]
organiser-para: அமைப்பாளர் : வெ.மூர்த்திகுமார், குப்பகவுண்டன்வலகு, பாண்டிலிங்கபுரம், புகழூர், கரூர். — [46, 290, 256, 312]
